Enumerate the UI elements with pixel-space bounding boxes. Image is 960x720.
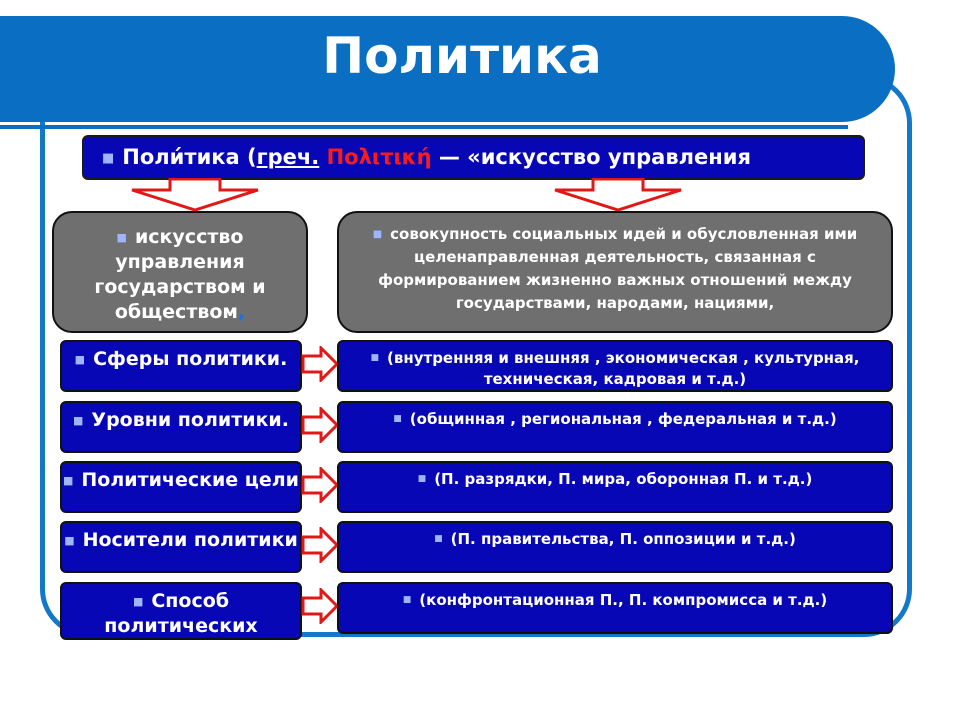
row-value-text: (внутренняя и внешняя , экономическая , культурная, техническая, кадровая и т.д.)	[387, 349, 860, 388]
meaning-left-comma: ,	[237, 301, 246, 323]
right-arrow-icon	[301, 527, 339, 563]
row-value-levels	[337, 401, 893, 453]
bullet-icon: ■	[132, 595, 144, 608]
bullet-icon: ■	[62, 474, 74, 487]
row-label-text: Политические цели	[81, 469, 299, 491]
meaning-left-text: искусство управления государством и обществом	[94, 226, 266, 323]
bullet-icon: ■	[393, 414, 402, 424]
row-value-text: (П. разрядки, П. мира, оборонная П. и т.д.)	[434, 470, 813, 488]
row-label-text: Носители политики	[82, 529, 298, 551]
right-arrow-icon	[301, 588, 339, 624]
row-value-methods	[337, 582, 893, 634]
definition-box	[82, 135, 865, 180]
down-arrow-right-icon	[553, 178, 683, 212]
row-label-goals	[60, 461, 302, 513]
definition-rest: — «искусство управления	[431, 145, 751, 169]
row-label-spheres	[60, 340, 302, 392]
right-arrow-icon	[301, 467, 339, 503]
definition-greek: Πολιτική	[326, 145, 432, 169]
row-value-text: (П. правительства, П. оппозиции и т.д.)	[450, 530, 796, 548]
row-label-methods	[60, 582, 302, 640]
row-label-levels	[60, 401, 302, 453]
meaning-box-right	[337, 211, 893, 333]
bullet-icon: ■	[73, 414, 84, 427]
down-arrow-left-icon	[130, 178, 260, 212]
right-arrow-icon	[301, 346, 339, 382]
row-value-text: (конфронтационная П., П. компромисса и т.д.)	[419, 591, 828, 609]
row-value-spheres	[337, 340, 893, 392]
row-label-text: Уровни политики.	[91, 409, 289, 431]
definition-word: Поли́тика (	[122, 145, 257, 169]
banner-underline	[0, 125, 848, 129]
right-arrow-icon	[301, 407, 339, 443]
bullet-icon: ■	[402, 595, 412, 605]
bullet-icon: ■	[64, 534, 75, 547]
slide-title: Политика	[322, 27, 602, 85]
row-label-carriers	[60, 521, 302, 573]
meaning-right-text: совокупность социальных идей и обусловленная ими целенаправленная деятельность, связанная с формированием жизненно важных отношений между государствами, народами, нациями,	[378, 225, 858, 312]
row-value-carriers	[337, 521, 893, 573]
bullet-icon: ■	[74, 353, 86, 366]
row-label-text: Сферы политики.	[93, 348, 288, 370]
row-value-text: (общинная , региональная , федеральная и т.д.)	[409, 410, 837, 428]
bullet-icon: ■	[102, 150, 115, 166]
row-label-text: Способ политических	[104, 590, 258, 637]
row-value-goals	[337, 461, 893, 513]
bullet-icon: ■	[417, 474, 427, 484]
meaning-box-left	[52, 211, 308, 333]
bullet-icon: ■	[370, 353, 380, 363]
bullet-icon: ■	[116, 231, 127, 244]
definition-lang: греч.	[256, 145, 320, 169]
bullet-icon: ■	[372, 229, 383, 240]
bullet-icon: ■	[434, 534, 443, 544]
